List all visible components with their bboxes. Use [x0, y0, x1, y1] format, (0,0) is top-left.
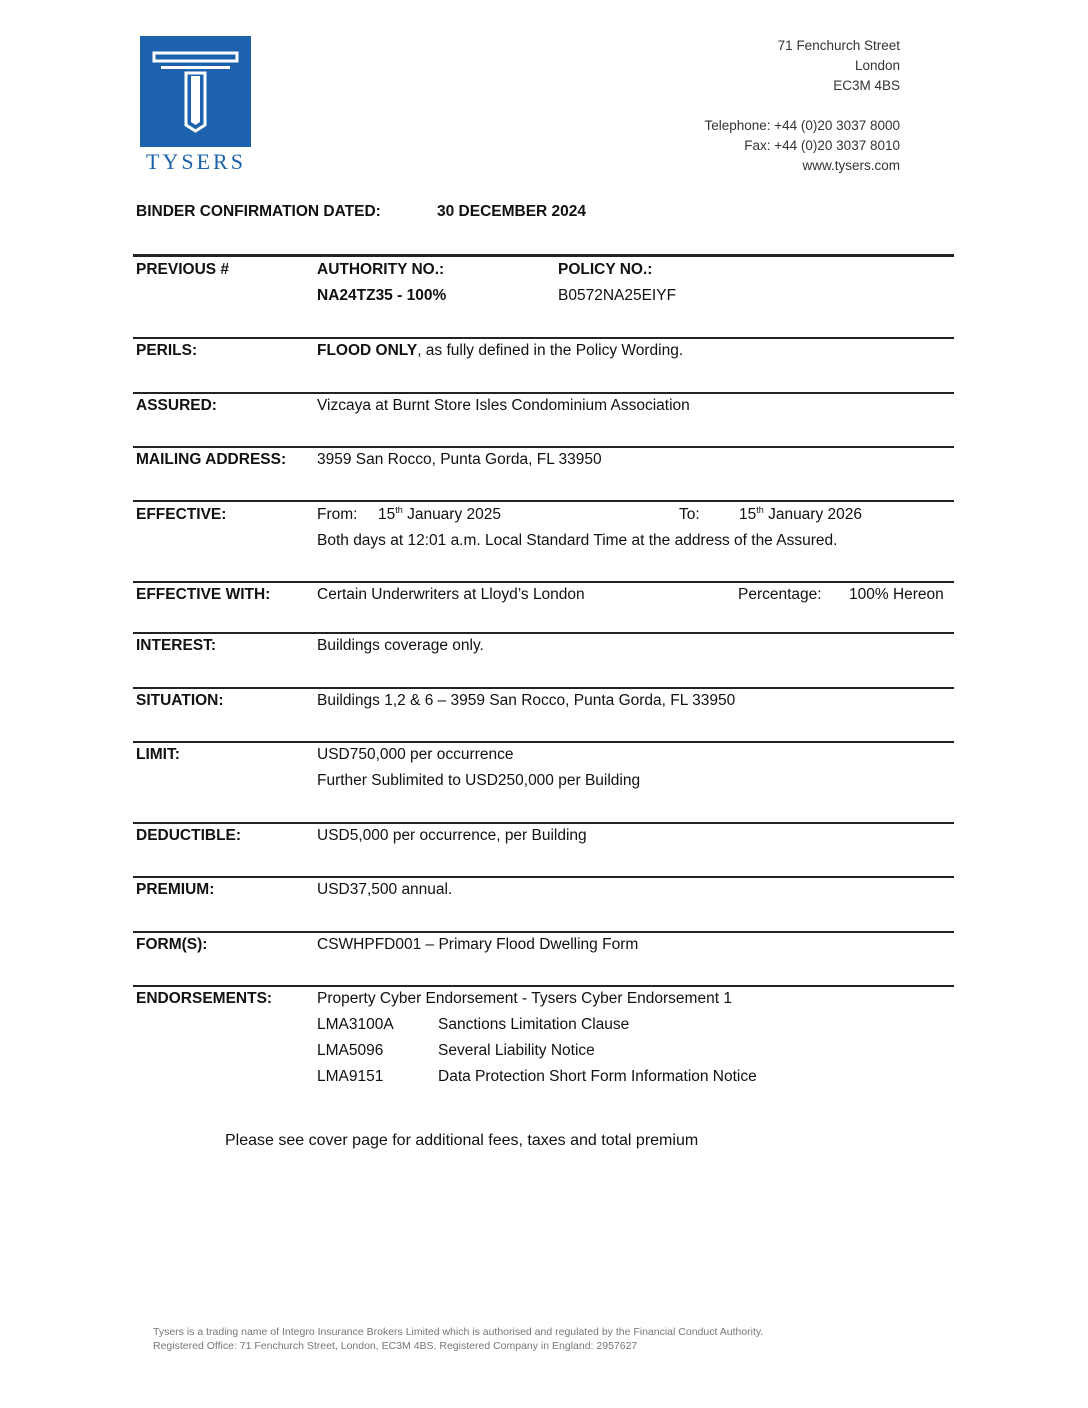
- endorsement-code: LMA5096: [317, 1042, 384, 1059]
- regulatory-footer: [153, 1325, 763, 1353]
- endorsement-title: Data Protection Short Form Information Notice: [438, 1068, 757, 1085]
- address-postcode: EC3M 4BS: [833, 78, 900, 93]
- divider: [133, 500, 954, 502]
- effective-to-label: To:: [679, 506, 700, 523]
- deductible-label: DEDUCTIBLE:: [136, 827, 242, 844]
- divider: [133, 392, 954, 394]
- company-address: [704, 36, 900, 176]
- footer-line-2: Registered Office: 71 Fenchurch Street, London, EC3M 4BS. Registered Company in England: 2957627: [153, 1340, 638, 1352]
- limit-line-1: USD750,000 per occurrence: [317, 746, 514, 763]
- perils-value: [317, 342, 683, 360]
- binder-date: 30 DECEMBER 2024: [437, 203, 587, 220]
- address-fax: Fax: +44 (0)20 3037 8010: [744, 138, 900, 153]
- perils-label: PERILS:: [136, 342, 198, 359]
- tysers-t-logo-icon: [140, 36, 251, 147]
- perils-value-bold: FLOOD ONLY: [317, 342, 418, 359]
- forms-value: CSWHPFD001 – Primary Flood Dwelling Form: [317, 936, 639, 953]
- premium-label: PREMIUM:: [136, 881, 215, 898]
- divider: [133, 931, 954, 933]
- effective-from-date: 15th January 2025: [378, 504, 502, 523]
- cover-page-note: Please see cover page for additional fees, taxes and total premium: [225, 1132, 699, 1149]
- percentage-value: 100% Hereon: [849, 586, 944, 603]
- effective-to-date: 15th January 2026: [739, 504, 863, 523]
- endorsement-title: Several Liability Notice: [438, 1042, 595, 1059]
- assured-label: ASSURED:: [136, 397, 217, 414]
- divider: [133, 446, 954, 448]
- divider: [133, 985, 954, 987]
- divider: [133, 632, 954, 634]
- address-telephone: Telephone: +44 (0)20 3037 8000: [704, 118, 900, 133]
- binder-dated: [136, 203, 587, 221]
- deductible-value: USD5,000 per occurrence, per Building: [317, 827, 587, 844]
- mailing-address-label: MAILING ADDRESS:: [136, 451, 287, 468]
- binder-dated-label: BINDER CONFIRMATION DATED:: [136, 203, 381, 220]
- divider: [133, 254, 954, 257]
- address-city: London: [854, 58, 900, 73]
- limit-label: LIMIT:: [136, 746, 180, 763]
- endorsement-code: LMA3100A: [317, 1016, 394, 1033]
- address-street: 71 Fenchurch Street: [777, 38, 900, 53]
- endorsement-code: LMA9151: [317, 1068, 384, 1085]
- address-website: www.tysers.com: [802, 158, 900, 173]
- policy-value: B0572NA25EIYF: [558, 287, 677, 304]
- divider: [133, 876, 954, 878]
- previous-label: PREVIOUS #: [136, 261, 230, 278]
- tysers-logo: [140, 36, 252, 175]
- effective-label: EFFECTIVE:: [136, 506, 227, 523]
- situation-label: SITUATION:: [136, 692, 224, 709]
- endorsement-first: Property Cyber Endorsement - Tysers Cyber Endorsement 1: [317, 990, 732, 1007]
- effective-with-label: EFFECTIVE WITH:: [136, 586, 271, 603]
- interest-value: Buildings coverage only.: [317, 637, 484, 654]
- authority-value: NA24TZ35 - 100%: [317, 287, 447, 304]
- assured-value: Vizcaya at Burnt Store Isles Condominium Association: [317, 397, 690, 414]
- forms-label: FORM(S):: [136, 936, 208, 953]
- percentage-label: Percentage:: [738, 586, 822, 603]
- divider: [133, 822, 954, 824]
- mailing-address-value: 3959 San Rocco, Punta Gorda, FL 33950: [317, 451, 602, 468]
- situation-value: Buildings 1,2 & 6 – 3959 San Rocco, Punta Gorda, FL 33950: [317, 692, 736, 709]
- divider: [133, 687, 954, 689]
- limit-line-2: Further Sublimited to USD250,000 per Building: [317, 772, 641, 789]
- effective-from-label: From:: [317, 506, 358, 523]
- effective-note: Both days at 12:01 a.m. Local Standard Time at the address of the Assured.: [317, 532, 838, 549]
- footer-line-1: Tysers is a trading name of Integro Insurance Brokers Limited which is authorised and regulated by the Financial Conduct Authority.: [153, 1326, 764, 1338]
- effective-with-value: Certain Underwriters at Lloyd’s London: [317, 586, 585, 603]
- logo-wordmark: TYSERS: [146, 149, 246, 174]
- divider: [133, 337, 954, 339]
- divider: [133, 741, 954, 743]
- endorsement-title: Sanctions Limitation Clause: [438, 1016, 630, 1033]
- endorsements-label: ENDORSEMENTS:: [136, 990, 273, 1007]
- perils-value-rest: , as fully defined in the Policy Wording.: [417, 342, 684, 359]
- policy-label: POLICY NO.:: [558, 261, 653, 278]
- interest-label: INTEREST:: [136, 637, 217, 654]
- premium-value: USD37,500 annual.: [317, 881, 453, 898]
- authority-label: AUTHORITY NO.:: [317, 261, 445, 278]
- divider: [133, 581, 954, 583]
